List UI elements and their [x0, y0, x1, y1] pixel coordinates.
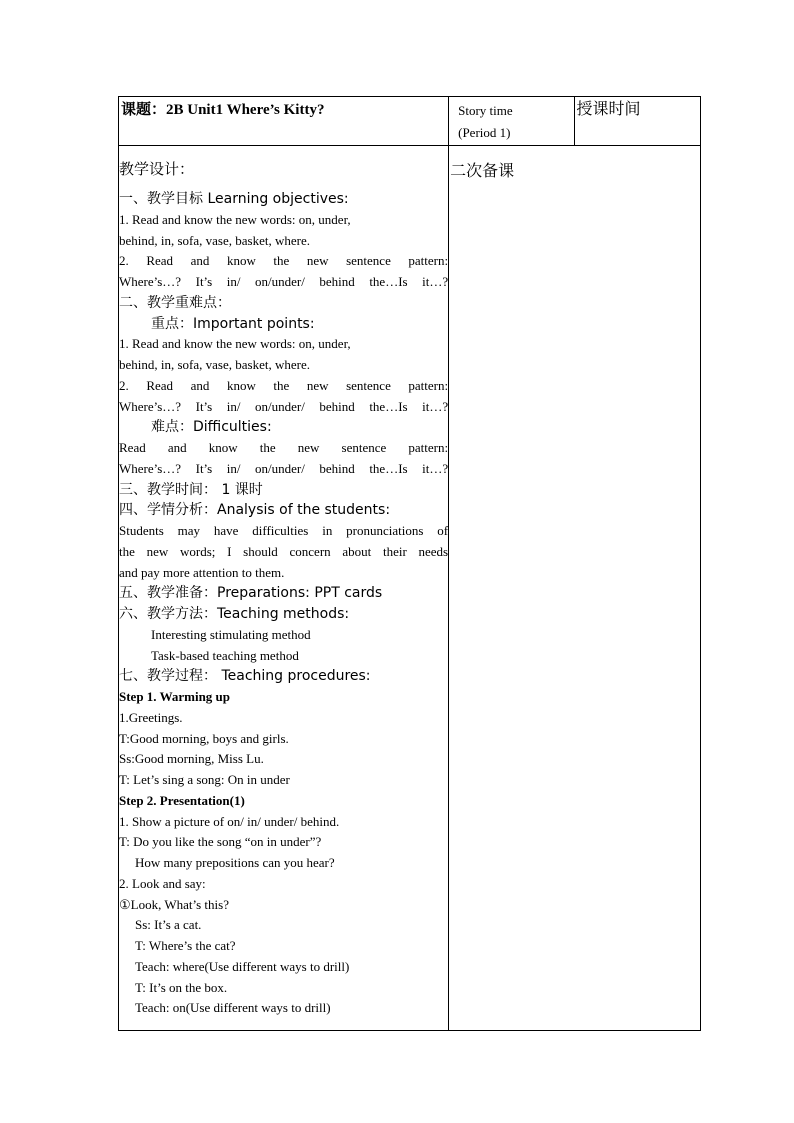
analysis-line: Students may have difficulties in pronunciations of	[119, 523, 449, 538]
analysis-line: and pay more attention to them.	[119, 564, 285, 580]
revision-title: 二次备课	[450, 161, 515, 180]
procedure-line: Teach: on(Use different ways to drill)	[135, 1000, 331, 1016]
difficulty-line: Read and know the new sentence pattern:	[119, 440, 449, 455]
important-point-line: behind, in, sofa, vase, basket, where.	[119, 357, 310, 372]
procedure-line: T: Do you like the song “on in under”?	[119, 834, 322, 850]
body-row	[119, 146, 701, 1031]
procedure-line: 2. Look and say:	[119, 875, 206, 891]
story-time-label: Story time	[458, 103, 513, 118]
important-point-line: 2. Read and know the new sentence pattern:	[119, 377, 449, 393]
analysis-line: the new words; I should concern about their needs	[119, 543, 449, 559]
period-label: (Period 1)	[458, 125, 511, 140]
lesson-title: 课题：2B Unit1 Where’s Kitty?	[119, 97, 449, 146]
teaching-time-heading: 三、教学时间： 1 课时	[119, 481, 263, 498]
teaching-design-cell	[119, 146, 449, 1031]
method-line: Interesting stimulating method	[151, 626, 311, 642]
story-time-cell	[449, 97, 574, 146]
procedures-heading: 七、教学过程： Teaching procedures:	[119, 668, 371, 685]
objective-line: 2. Read and know the new sentence pattern:	[119, 253, 449, 269]
methods-heading: 六、教学方法：Teaching methods:	[119, 606, 350, 622]
procedure-line: Ss: It’s a cat.	[135, 917, 202, 933]
difficulties-label: 难点：Difficulties:	[151, 419, 272, 436]
teaching-design-title: 教学设计：	[119, 160, 195, 178]
procedure-line: How many prepositions can you hear?	[135, 855, 335, 870]
lesson-plan-table	[118, 96, 701, 1031]
procedure-line: T: Where’s the cat?	[135, 938, 236, 953]
procedure-line: T: Let’s sing a song: On in under	[119, 772, 290, 787]
revision-cell	[449, 146, 701, 1031]
objective-line: Where’s…? It’s in/ on/under/ behind the…Is it…?	[119, 274, 449, 289]
important-point-line: Where’s…? It’s in/ on/under/ behind the…Is it…?	[119, 398, 449, 414]
key-points-heading: 二、教学重难点：	[119, 294, 231, 311]
procedure-line: ①Look, What’s this?	[119, 896, 229, 912]
procedure-line: Ss:Good morning, Miss Lu.	[119, 751, 264, 767]
method-line: Task-based teaching method	[151, 647, 299, 663]
procedure-line: 1. Show a picture of on/ in/ under/ behind.	[119, 813, 340, 829]
procedure-line: T:Good morning, boys and girls.	[119, 730, 289, 746]
objectives-heading: 一、教学目标 Learning objectives:	[119, 191, 349, 207]
procedure-line: 1.Greetings.	[119, 709, 183, 725]
student-analysis-heading: 四、学情分析：Analysis of the students:	[119, 502, 391, 519]
step-2-heading: Step 2. Presentation(1)	[119, 792, 245, 808]
procedure-line: Teach: where(Use different ways to drill)	[135, 958, 350, 974]
objective-line: behind, in, sofa, vase, basket, where.	[119, 232, 310, 248]
step-1-heading: Step 1. Warming up	[119, 689, 231, 704]
difficulty-line: Where’s…? It’s in/ on/under/ behind the…Is it…?	[119, 460, 449, 476]
header-row	[119, 97, 701, 146]
procedure-line: T: It’s on the box.	[135, 979, 228, 995]
objective-line: 1. Read and know the new words: on, under,	[119, 211, 351, 227]
important-point-line: 1. Read and know the new words: on, under,	[119, 336, 351, 352]
important-points-label: 重点：Important points:	[151, 315, 315, 332]
teaching-time-label: 授课时间	[574, 97, 700, 146]
preparations-heading: 五、教学准备：Preparations: PPT cards	[119, 585, 383, 602]
